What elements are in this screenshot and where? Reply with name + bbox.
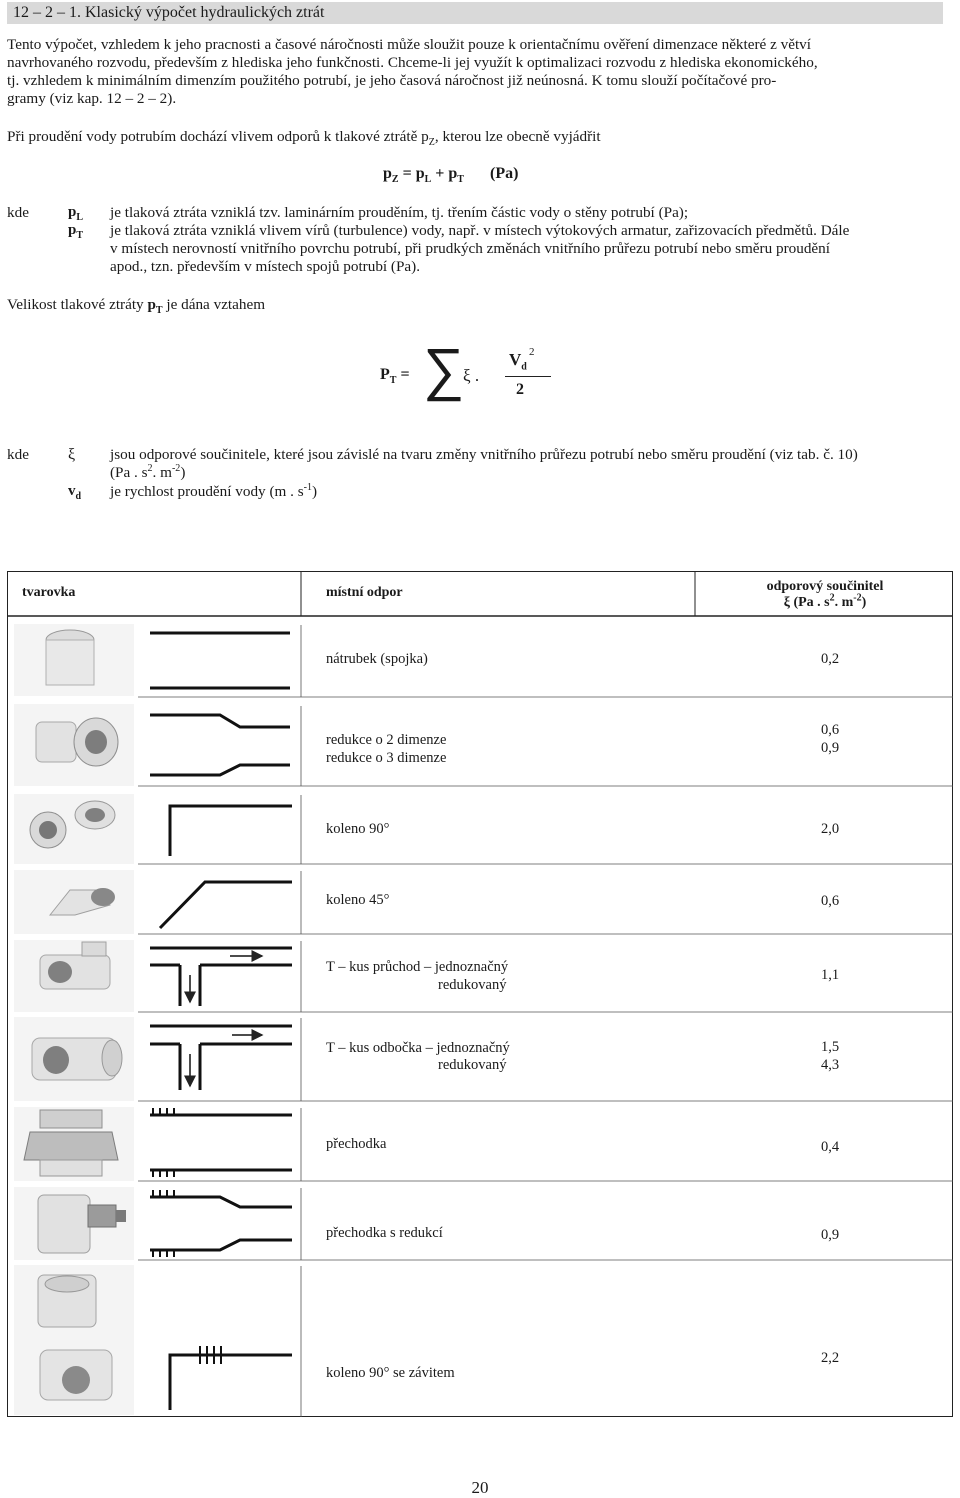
row-redukce-label-2: redukce o 3 dimenze — [326, 750, 447, 766]
row-prechodka-redukce-value: 0,9 — [820, 1227, 840, 1243]
row-t-pruchod-label-2: redukovaný — [438, 977, 507, 993]
row-prechodka-value: 0,4 — [820, 1139, 840, 1155]
row-koleno-zavit-value: 2,2 — [820, 1350, 840, 1366]
xi-symbol: ξ . — [463, 366, 480, 385]
intro-line-4: gramy (viz kap. 12 – 2 – 2). — [7, 90, 177, 107]
row-t-pruchod-label-1: T – kus průchod – jednoznačný — [326, 959, 509, 975]
sigma-symbol: ∑ — [423, 335, 465, 403]
diagram-t-pruchod — [150, 948, 292, 1006]
def-pt-cont-2: apod., tzn. především v místech spojů potrubí (Pa). — [110, 258, 421, 275]
intro-line-1: Tento výpočet, vzhledem k jeho pracnosti a časové náročnosti může sloužit pouze k orientačnímu ověření dimenzace některé z větví — [7, 36, 811, 53]
page-number: 20 — [471, 1478, 489, 1497]
row-redukce-value-2: 0,9 — [820, 740, 840, 756]
row-redukce-label-1: redukce o 2 dimenze — [326, 732, 447, 748]
intro-line-3: tj. vzhledem k minimálním dimenzím použitého potrubí, je jeho časová náročnost již neúnosná. K tomu slouží počítačové pro- — [7, 72, 777, 89]
pressure-intro: Při proudění vody potrubím dochází vlivem odporů k tlakové ztrátě $p_Z$, kterou lze obecně vyjádřit — [7, 128, 601, 149]
row-prechodka-redukce-label: přechodka s redukcí — [326, 1225, 443, 1241]
symbol-pt: $p_T$ — [68, 222, 84, 241]
fraction-exponent: 2 — [529, 346, 535, 358]
row-t-odbocka-label-2: redukovaný — [438, 1057, 507, 1073]
row-t-pruchod-value: 1,1 — [820, 967, 840, 983]
intro-line-2: navrhovaného rozvodu, především z hlediska jeho funkčnosti. Chceme-li jej využít k optimalizaci rozvodu z hlediska ekonomického, — [7, 54, 818, 71]
row-koleno-90-label: koleno 90° — [326, 821, 390, 837]
row-t-odbocka-value-1: 1,5 — [820, 1039, 840, 1055]
header-mistni-odpor: místní odpor — [326, 585, 403, 600]
formula-pt: $P_T$ = — [380, 366, 410, 387]
kde-label-1: kde — [7, 204, 29, 221]
row-prechodka-label: přechodka — [326, 1136, 387, 1152]
fitting-photos — [14, 624, 134, 1415]
diagram-prechodka-redukce — [150, 1197, 292, 1250]
def-pt-text: je tlaková ztráta vzniklá vlivem vírů (turbulence) vody, např. v místech výtokových armatur, zařizovacích předmětů. Dále — [110, 222, 850, 239]
diagram-prechodka — [150, 1115, 292, 1170]
diagram-koleno-zavit — [170, 1355, 292, 1410]
thread-prechodka — [153, 1108, 174, 1177]
fraction-denominator: 2 — [516, 381, 524, 398]
header-odporovy-soucinitel: odporový součinitel — [766, 579, 884, 594]
row-koleno-zavit-label: koleno 90° se závitem — [326, 1365, 455, 1381]
velikost-line: Velikost tlakové ztráty $p_T$ je dána vztahem — [7, 296, 266, 317]
symbol-xi: ξ — [68, 446, 76, 463]
header-xi-unit: ξ (Pa . $s^2$. $m^{-2}$) — [783, 592, 867, 610]
symbol-vd: $v_d$ — [68, 483, 82, 502]
kde-label-2: kde — [7, 446, 29, 463]
def-vd-text: je rychlost proudění vody (m . $s^{-1}$) — [110, 481, 318, 500]
row-t-odbocka-value-2: 4,3 — [820, 1057, 840, 1073]
diagram-natrubek — [150, 633, 290, 688]
row-koleno-45-value: 0,6 — [820, 893, 840, 909]
diagram-t-odbocka — [150, 1026, 292, 1090]
diagram-koleno-90 — [170, 806, 292, 856]
row-natrubek-label: nátrubek (spojka) — [326, 651, 428, 667]
def-xi-text: jsou odporové součinitele, které jsou závislé na tvaru změny vnitřního průřezu potrubí nebo směru proudění (viz tab. č. 10) — [110, 446, 858, 463]
diagram-redukce — [150, 715, 290, 775]
row-t-odbocka-label-1: T – kus odbočka – jednoznačný — [326, 1040, 510, 1056]
formula-pz: $p_Z = p_L + p_T$ — [383, 165, 464, 186]
def-pl-text: je tlaková ztráta vzniklá tzv. laminárním prouděním, tj. třením částic vody o stěny potrubí (Pa); — [110, 204, 689, 221]
row-redukce-value-1: 0,6 — [820, 722, 840, 738]
thread-prechodka-redukce — [153, 1190, 174, 1257]
fraction-numerator: $V_d$ — [509, 350, 527, 373]
def-xi-unit: (Pa . $s^2$. $m^{-2}$) — [110, 462, 186, 481]
row-natrubek-value: 0,2 — [820, 651, 840, 667]
header-tvarovka: tvarovka — [22, 585, 76, 600]
row-koleno-45-label: koleno 45° — [326, 892, 390, 908]
def-pt-cont-1: v místech nerovností vnitřního povrchu potrubí, při prudkých změnách vnitřního průřezu potrubí nebo směru proudění — [110, 240, 830, 257]
section-title: 12 – 2 – 1. Klasický výpočet hydraulických ztrát — [13, 4, 325, 21]
diagram-koleno-45 — [160, 882, 292, 928]
row-koleno-90-value: 2,0 — [820, 821, 840, 837]
formula-pz-unit: (Pa) — [490, 165, 519, 182]
symbol-pl: $p_L$ — [68, 204, 84, 223]
